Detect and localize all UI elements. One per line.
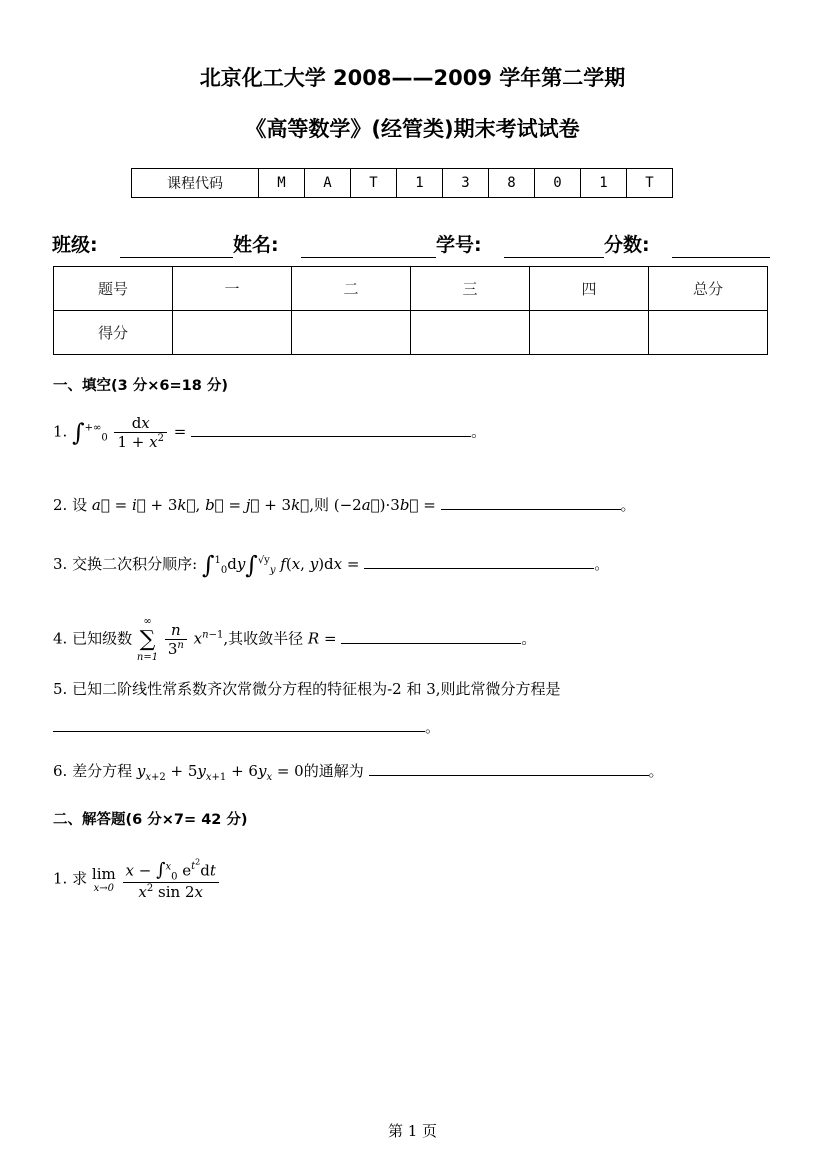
course-code-table <box>131 168 673 198</box>
answer-blank[interactable] <box>441 495 621 510</box>
score-header-cell: 三 <box>411 267 530 311</box>
question-1-5-answer: 。 <box>53 716 440 737</box>
question-2-1: 1. 求 lim x→0 $\frac{x - \int^x_0 e^{t^2}dt}{x^2 \sin 2x}$ <box>53 858 221 901</box>
answer-blank[interactable] <box>191 422 471 437</box>
question-1-3: 3. 交换二次积分顺序: ∫$^1_0$dy∫$^{√y}_y$ f(x, y)dx = 。 <box>53 551 610 579</box>
score-header-cell: 总分 <box>649 267 768 311</box>
course-code-char: 1 <box>397 169 443 198</box>
score-header-cell: 二 <box>292 267 411 311</box>
question-1-6: 6. 差分方程 $y_{x+2} + 5y_{x+1} + 6y_x = 0$的通解为 。 <box>53 762 664 783</box>
page-number: 第 1 页 <box>387 1122 438 1140</box>
question-1-5: 5. 已知二阶线性常系数齐次常微分方程的特征根为-2 和 3,则此常微分方程是 <box>53 680 561 698</box>
course-code-char: 1 <box>581 169 627 198</box>
answer-blank[interactable] <box>341 629 521 644</box>
score-header-cell: 四 <box>530 267 649 311</box>
score-cell[interactable] <box>649 311 768 355</box>
section2-heading: 二、解答题(6 分×7= 42 分) <box>53 812 248 828</box>
score-header-cell: 一 <box>173 267 292 311</box>
section1-heading: 一、填空(3 分×6=18 分) <box>53 378 229 394</box>
answer-blank[interactable] <box>364 554 594 569</box>
question-1-1: 1. $\int^{+\infty}_0$ $\frac{dx}{1 + x^2}$ = 。 <box>53 414 487 451</box>
course-code-char: M <box>259 169 305 198</box>
name-field[interactable] <box>301 257 436 258</box>
student-info-row <box>52 230 772 262</box>
score-row-label: 得分 <box>54 311 173 355</box>
score-cell[interactable] <box>530 311 649 355</box>
course-code-char: T <box>627 169 673 198</box>
class-field[interactable] <box>120 257 233 258</box>
score-cell[interactable] <box>411 311 530 355</box>
exam-subtitle: 《高等数学》(经管类)期末考试试卷 <box>245 117 580 141</box>
question-1-4: 4. 已知级数 ∞ ∑ n=1 $\frac{n}{3^n}$ $x^{n-1}$,其收敛半径 R = 。 <box>53 616 537 663</box>
score-cell[interactable] <box>292 311 411 355</box>
score-header-cell: 题号 <box>54 267 173 311</box>
course-code-char: T <box>351 169 397 198</box>
question-1-2: 2. 设 a⃗ = i⃗ + 3k⃗, b⃗ = j⃗ + 3k⃗,则 (−2a⃗)·3b⃗ = 。 <box>53 496 636 514</box>
score-field[interactable] <box>672 257 770 258</box>
exam-title: 北京化工大学 2008——2009 学年第二学期 <box>199 66 626 90</box>
course-code-char: 0 <box>535 169 581 198</box>
class-label: 班级: <box>52 234 98 256</box>
student-id-field[interactable] <box>504 257 604 258</box>
name-label: 姓名: <box>233 234 279 256</box>
answer-blank[interactable] <box>53 717 425 732</box>
question-number: 1. <box>53 422 68 441</box>
score-table <box>53 266 768 355</box>
student-id-label: 学号: <box>436 234 482 256</box>
course-code-char: 8 <box>489 169 535 198</box>
course-code-char: A <box>305 169 351 198</box>
score-label: 分数: <box>604 234 650 256</box>
course-code-label: 课程代码 <box>132 169 259 198</box>
course-code-char: 3 <box>443 169 489 198</box>
score-cell[interactable] <box>173 311 292 355</box>
answer-blank[interactable] <box>369 761 649 776</box>
